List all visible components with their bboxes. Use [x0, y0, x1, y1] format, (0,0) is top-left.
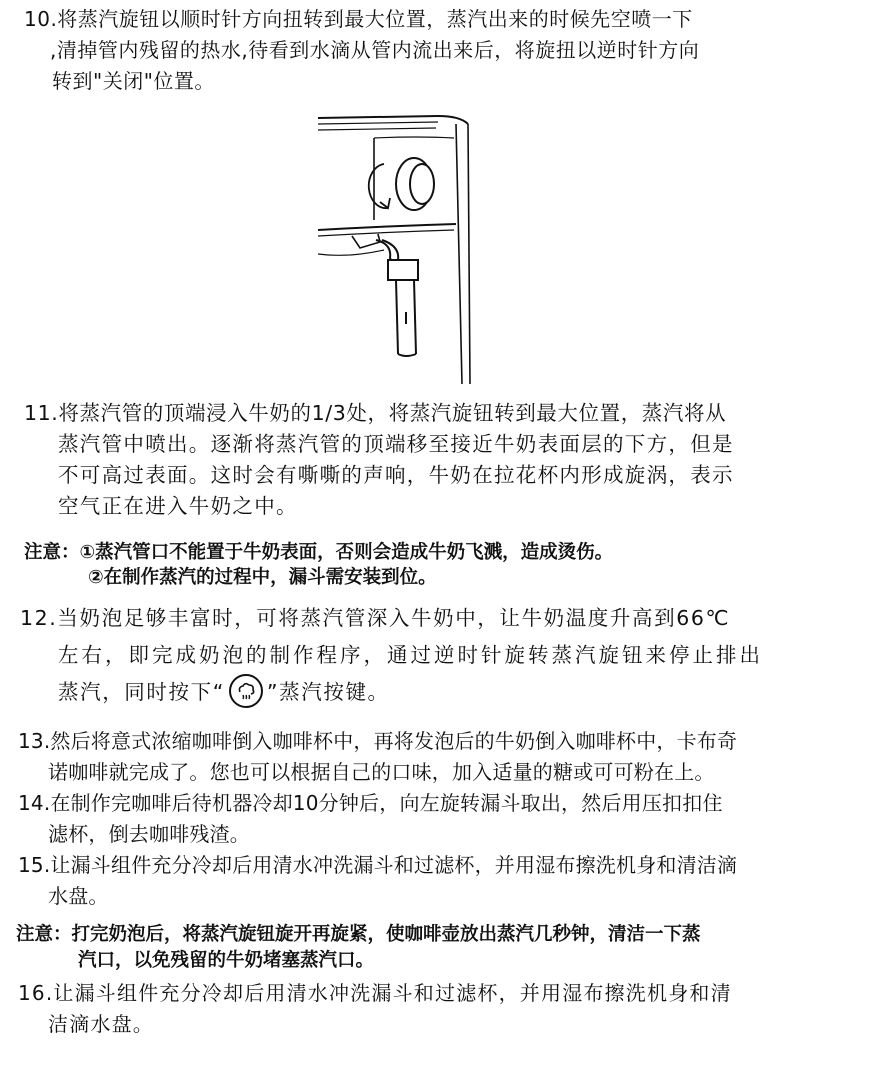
step-15: [18, 850, 737, 912]
note-1: [24, 540, 613, 590]
step-12-line-2: 左右，即完成奶泡的制作程序，通过逆时针旋转蒸汽旋钮来停止排出: [58, 643, 763, 667]
step-11-line-1: 11.将蒸汽管的顶端浸入牛奶的1/3处，将蒸汽旋钮转到最大位置，蒸汽将从: [24, 401, 727, 425]
step-14-line-1: 14.在制作完咖啡后待机器冷却10分钟后，向左旋转漏斗取出，然后用压扣扣住: [18, 791, 723, 815]
step-15-line-1: 15.让漏斗组件充分冷却后用清水冲洗漏斗和过滤杯，并用湿布擦洗机身和清洁滴: [18, 853, 738, 877]
step-16-line-1: 16.让漏斗组件充分冷却后用清水冲洗漏斗和过滤杯，并用湿布擦洗机身和清: [18, 981, 732, 1005]
step-11-line-2: 蒸汽管中喷出。逐渐将蒸汽管的顶端移至接近牛奶表面层的下方，但是: [58, 432, 734, 456]
step-13-line-1: 13.然后将意式浓缩咖啡倒入咖啡杯中，再将发泡后的牛奶倒入咖啡杯中，卡布奇: [18, 729, 738, 753]
note-1-line-2: ②在制作蒸汽的过程中，漏斗需安装到位。: [88, 567, 437, 588]
step-13-line-2: 诺咖啡就完成了。您也可以根据自己的口味，加入适量的糖或可可粉在上。: [48, 760, 715, 784]
note-2-line-2: 汽口，以免残留的牛奶堵塞蒸汽口。: [78, 950, 375, 971]
step-10-line-3: 转到"关闭"位置。: [52, 69, 215, 93]
step-16: [18, 978, 732, 1040]
step-11-line-4: 空气正在进入牛奶之中。: [58, 494, 298, 518]
step-13: [18, 726, 737, 788]
note-2-line-1: 注意：打完奶泡后，将蒸汽旋钮旋开再旋紧，使咖啡壶放出蒸汽几秒钟，清洁一下蒸: [16, 924, 701, 945]
step-12-line-3: [20, 674, 763, 711]
note-2: [16, 922, 701, 974]
step-15-line-2: 水盘。: [48, 884, 109, 908]
step-14: [18, 788, 723, 850]
steam-knob-figure: [318, 112, 474, 386]
note-1-line-1: 注意：①蒸汽管口不能置于牛奶表面，否则会造成牛奶飞溅，造成烫伤。: [24, 542, 614, 563]
step-14-line-2: 滤杯，倒去咖啡残渣。: [48, 822, 250, 846]
step-11: [24, 398, 734, 522]
step-12-line-3-before: 蒸汽，同时按下“: [58, 680, 225, 704]
step-11-line-3: 不可高过表面。这时会有嘶嘶的声响，牛奶在拉花杯内形成旋涡，表示: [58, 463, 734, 487]
step-12: [20, 600, 763, 711]
step-10-line-1: 10.将蒸汽旋钮以顺时针方向扭转到最大位置，蒸汽出来的时候先空喷一下: [24, 7, 693, 31]
step-10: [24, 4, 699, 97]
step-10-line-2: ,清掉管内残留的热水,待看到水滴从管内流出来后，将旋扭以逆时针方向: [50, 38, 700, 62]
step-12-line-3-after: ”蒸汽按键。: [266, 680, 390, 704]
steam-wand-knob-illustration: [318, 112, 474, 386]
step-16-line-2: 洁滴水盘。: [48, 1012, 154, 1036]
step-12-line-1: 12.当奶泡足够丰富时，可将蒸汽管深入牛奶中，让牛奶温度升高到66℃: [20, 606, 731, 630]
steam-button-icon: [229, 674, 263, 708]
